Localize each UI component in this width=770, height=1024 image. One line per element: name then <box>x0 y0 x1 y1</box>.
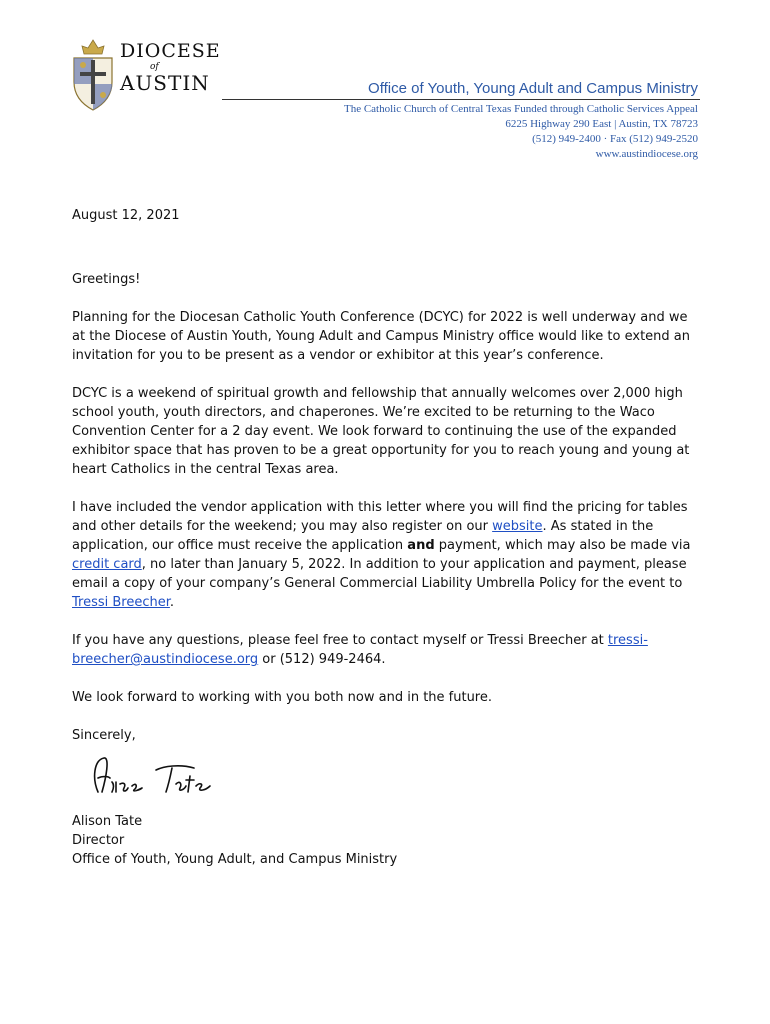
application-bold-and: and <box>407 538 435 553</box>
greeting: Greetings! <box>72 272 141 287</box>
tressi-breecher-link[interactable]: Tressi Breecher <box>72 595 170 610</box>
application-text-d: , no later than January 5, 2022. In addition to your application and payment, please email a copy of your company’s General Commercial Liability Umbrella Policy for the event to <box>72 557 687 591</box>
logo-line-of: of <box>150 62 159 72</box>
email-link[interactable]: tressi-breecher@austindiocese.org <box>72 633 648 667</box>
diocese-crest-icon <box>68 38 118 112</box>
diocese-logo <box>68 38 221 112</box>
signer-name: Alison Tate <box>72 814 143 829</box>
credit-card-link[interactable]: credit card <box>72 557 142 572</box>
application-text-c: payment, which may also be made via <box>434 538 691 553</box>
logo-wordmark <box>120 40 221 95</box>
paragraph-questions <box>72 631 702 669</box>
signature-block <box>72 812 397 869</box>
letter-body <box>72 206 702 745</box>
application-text-b: . As stated in the application, our office must receive the application <box>72 519 654 553</box>
handwritten-signature <box>84 748 224 808</box>
paragraph-future: We look forward to working with you both now and in the future. <box>72 690 492 705</box>
signer-title: Director <box>72 833 125 848</box>
signer-office: Office of Youth, Young Adult, and Campus Ministry <box>72 852 398 867</box>
application-text-e: . <box>169 595 175 610</box>
phone-fax-line: (512) 949-2400 · Fax (512) 949-2520 <box>532 133 698 145</box>
logo-line-diocese: DIOCESE <box>120 40 221 62</box>
paragraph-invitation: Planning for the Diocesan Catholic Youth Conference (DCYC) for 2022 is well underway and we at the Diocese of Austin Youth, Young Adult and Campus Ministry office would like to extend an invitation for you to be present as a vendor or exhibitor at this year’s conference. <box>72 310 690 363</box>
header-divider <box>222 99 700 100</box>
questions-text-b: or (512) 949-2464. <box>258 652 386 667</box>
application-text-a: I have included the vendor application with this letter where you will find the pricing for tables and other details for the weekend; you may also register on our <box>72 500 688 534</box>
questions-text-a: If you have any questions, please feel free to contact myself or Tressi Breecher at <box>72 633 608 648</box>
letterhead-address-block <box>344 102 698 162</box>
logo-line-austin: AUSTIN <box>120 71 210 95</box>
funding-line: The Catholic Church of Central Texas Funded through Catholic Services Appeal <box>343 103 698 115</box>
office-title: Office of Youth, Young Adult and Campus Ministry <box>368 80 698 97</box>
closing-sincerely: Sincerely, <box>72 728 136 743</box>
address-line: 6225 Highway 290 East | Austin, TX 78723 <box>505 118 698 130</box>
letter-date: August 12, 2021 <box>72 208 180 223</box>
website-link[interactable]: website <box>492 519 543 534</box>
paragraph-application <box>72 498 702 612</box>
paragraph-dcyc: DCYC is a weekend of spiritual growth and fellowship that annually welcomes over 2,000 high school youth, youth directors, and chaperones. We’re excited to be returning to the Waco Convention Center for a 2 day event. We look forward to continuing the use of the expanded exhibitor space that has proven to be a great opportunity for you to reach young and young at heart Catholics in the central Texas area. <box>72 386 690 477</box>
website-line: www.austindiocese.org <box>595 148 698 160</box>
